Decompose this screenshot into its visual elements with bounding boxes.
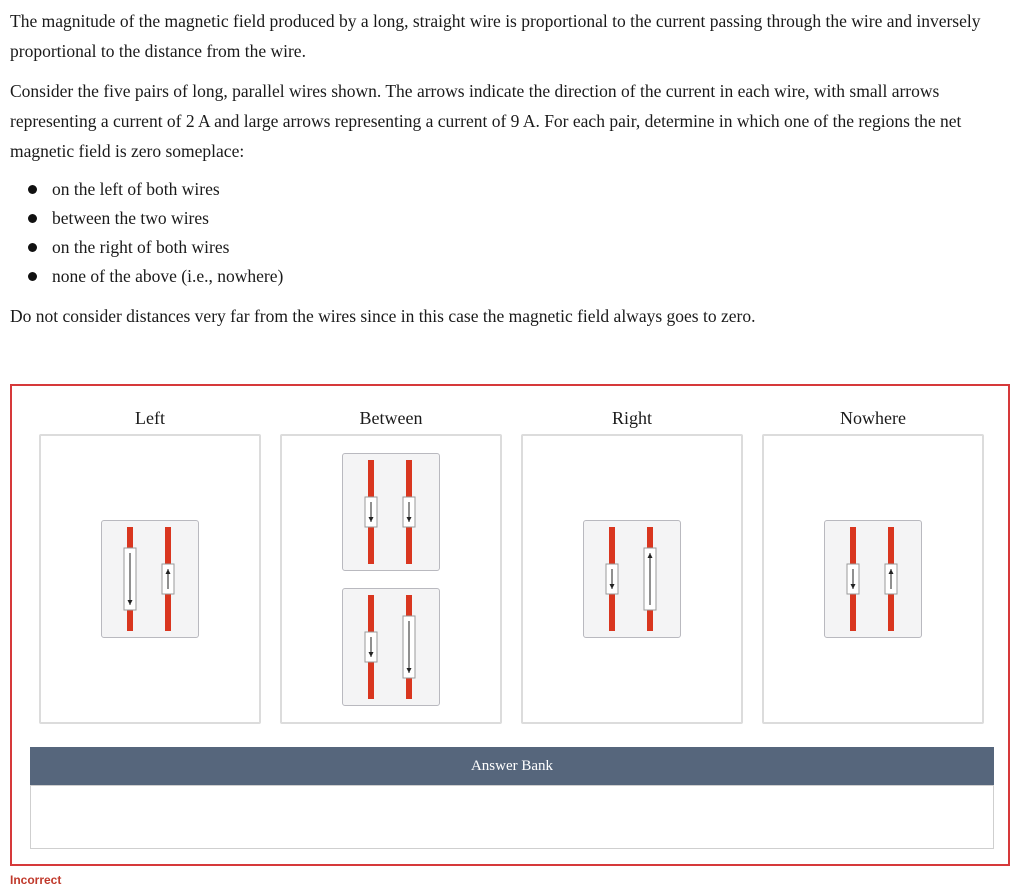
current-wire (644, 527, 656, 631)
drop-zone-left[interactable] (39, 434, 261, 724)
answer-bank-area[interactable] (30, 785, 994, 849)
wire-pair-diagram (825, 521, 921, 637)
current-wire (365, 460, 377, 564)
current-wire (606, 527, 618, 631)
current-wire (162, 527, 174, 631)
current-wire (885, 527, 897, 631)
region-options-list (28, 175, 283, 291)
current-wire (365, 595, 377, 699)
column-title-between: Between (359, 408, 423, 428)
column-title-left: Left (135, 408, 165, 428)
answer-bank-header: Answer Bank (30, 747, 994, 785)
wire-pair-diagram (102, 521, 198, 637)
wire-pair-card[interactable] (583, 520, 681, 638)
current-wire (403, 460, 415, 564)
wire-pair-card[interactable] (342, 588, 440, 706)
drop-zone-right[interactable] (521, 434, 743, 724)
intro-paragraph: The magnitude of the magnetic field produced by a long, straight wire is proportional to the current passing through the wire and inversely proportional to the distance from the wire. (10, 11, 981, 61)
column-title-right: Right (611, 408, 652, 428)
current-wire (124, 527, 136, 631)
column-title-nowhere: Nowhere (840, 408, 906, 428)
option-nowhere: none of the above (i.e., nowhere) (28, 262, 283, 291)
option-right: on the right of both wires (28, 233, 283, 262)
wire-pair-diagram (343, 589, 439, 705)
current-wire (403, 595, 415, 699)
wire-pair-diagram (343, 454, 439, 570)
wire-pair-card[interactable] (101, 520, 199, 638)
instructions-paragraph: Consider the five pairs of long, parallel wires shown. The arrows indicate the direction of the current in each wire, with small arrows representing a current of 2 A and large arrows representing a current of 9 A. For each pair, determine in which one of the regions the net magnetic field is zero someplace: (10, 81, 962, 161)
drop-zone-between[interactable] (280, 434, 502, 724)
status-incorrect: Incorrect (10, 873, 62, 887)
wire-pair-card[interactable] (342, 453, 440, 571)
option-between: between the two wires (28, 204, 283, 233)
option-left: on the left of both wires (28, 175, 283, 204)
wire-pair-card[interactable] (824, 520, 922, 638)
current-wire (847, 527, 859, 631)
note-paragraph: Do not consider distances very far from the wires since in this case the magnetic field always goes to zero. (10, 306, 756, 326)
drag-drop-area (10, 384, 1010, 866)
drop-zone-nowhere[interactable] (762, 434, 984, 724)
wire-pair-diagram (584, 521, 680, 637)
